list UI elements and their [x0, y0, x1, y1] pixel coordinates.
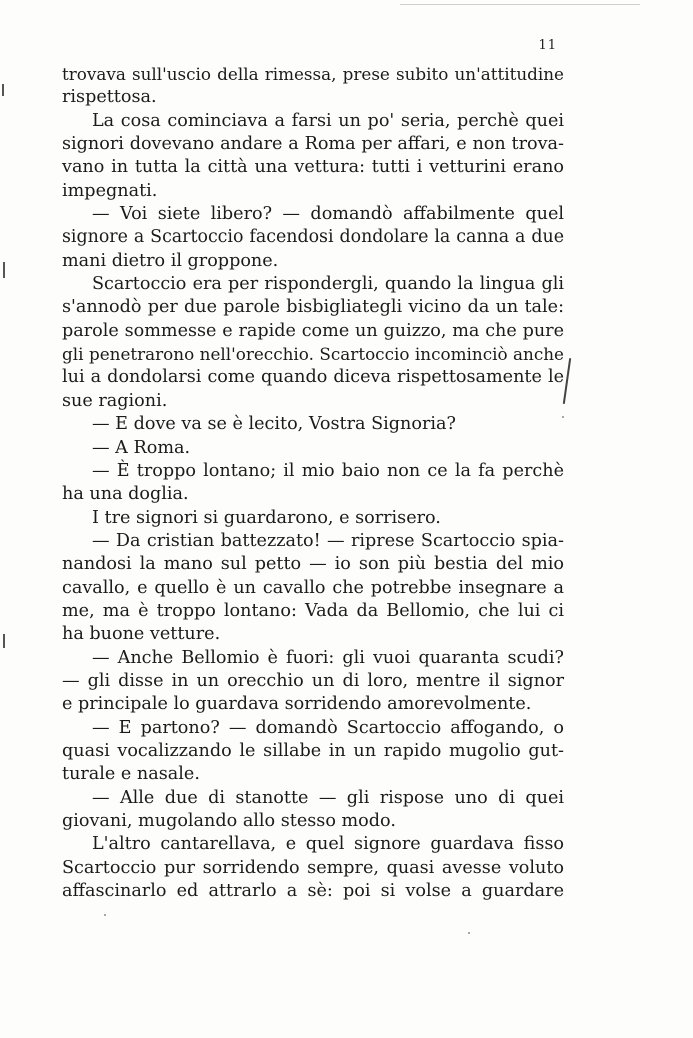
text-line: vano in tutta la città una vettura: tutti i vetturini erano — [62, 157, 564, 178]
page-number: 11 — [538, 38, 557, 53]
text-line: impegnati. — [62, 180, 158, 201]
text-line: turale e nasale. — [62, 764, 200, 785]
text-line: — Da cristian battezzato! — riprese Scartoccio spia- — [92, 530, 564, 551]
text-line: sue ragioni. — [62, 390, 168, 411]
text-line: Scartoccio pur sorridendo sempre, quasi avesse voluto — [62, 857, 564, 878]
text-line: L'altro cantarellava, e quel signore guardava fisso — [92, 834, 564, 855]
speck — [468, 932, 470, 934]
text-line: quasi vocalizzando le sillabe in un rapido mugolio gut- — [62, 740, 564, 761]
text-line: — È troppo lontano; il mio baio non ce la fa perchè — [92, 460, 564, 481]
text-line: rispettosa. — [62, 87, 157, 108]
text-line: trovava sull'uscio della rimessa, prese subito un'attitudine — [62, 64, 564, 84]
text-line: mani dietro il groppone. — [62, 250, 279, 271]
text-line: parole sommesse e rapide come un guizzo, ma che pure — [62, 320, 564, 341]
text-line: Scartoccio era per rispondergli, quando la lingua gli — [92, 274, 564, 295]
text-line: affascinarlo ed attrarlo a sè: poi si volse a guardare — [62, 881, 564, 902]
left-margin-mark — [3, 262, 5, 278]
text-line: lui a dondolarsi come quando diceva rispettosamente le — [62, 367, 564, 388]
top-edge-rule — [400, 4, 640, 5]
text-line: cavallo, e quello è un cavallo che potrebbe insegnare a — [62, 577, 564, 598]
left-margin-mark — [3, 634, 5, 648]
text-line: gli penetrarono nell'orecchio. Scartoccio incominciò anche — [62, 344, 564, 365]
text-line: signori dovevano andare a Roma per affari, e non trova- — [62, 134, 564, 155]
body-text — [62, 63, 564, 903]
text-line: I tre signori si guardarono, e sorrisero. — [92, 507, 441, 528]
text-line: giovani, mugolando allo stesso modo. — [62, 811, 396, 831]
text-line: — gli disse in un orecchio un di loro, mentre il signor — [62, 670, 564, 691]
text-line: — E dove va se è lecito, Vostra Signoria? — [92, 414, 456, 435]
speck — [562, 416, 564, 418]
text-line: s'annodò per due parole bisbigliategli vicino da un tale: — [62, 297, 564, 318]
left-margin-mark — [2, 84, 4, 96]
text-line: me, ma è troppo lontano: Vada da Bellomio, che lui ci — [62, 600, 564, 621]
text-line: — E partono? — domandò Scartoccio affogando, o — [92, 717, 564, 738]
speck — [104, 914, 106, 916]
text-line: — A Roma. — [92, 437, 191, 458]
text-line: signore a Scartoccio facendosi dondolare la canna a due — [62, 227, 564, 248]
text-line: e principale lo guardava sorridendo amorevolmente. — [62, 694, 532, 715]
text-line: — Voi siete libero? — domandò affabilmente quel — [92, 204, 564, 225]
text-line: — Alle due di stanotte — gli rispose uno di quei — [92, 787, 564, 808]
text-line: nandosi la mano sul petto — io son più bestia del mio — [62, 554, 564, 575]
text-line: ha buone vetture. — [62, 624, 221, 645]
text-line: La cosa cominciava a farsi un po' seria, perchè quei — [92, 110, 564, 131]
text-line: — Anche Bellomio è fuori: gli vuoi quaranta scudi? — [92, 647, 564, 668]
text-line: ha una doglia. — [62, 484, 189, 505]
